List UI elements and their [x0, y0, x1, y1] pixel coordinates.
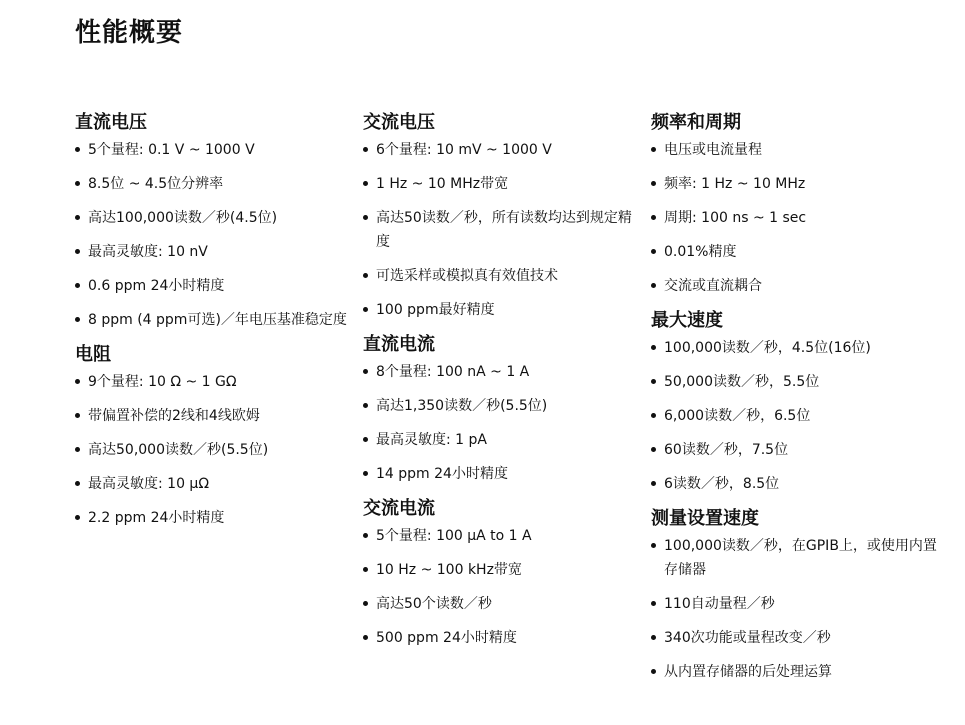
- spec-item: 8 ppm (4 ppm可选)／年电压基准稳定度: [75, 308, 350, 332]
- spec-section: [651, 110, 941, 298]
- spec-list: [651, 534, 941, 684]
- spec-item: 0.6 ppm 24小时精度: [75, 274, 350, 298]
- spec-item: 500 ppm 24小时精度: [363, 626, 638, 650]
- spec-item: 8.5位 ~ 4.5位分辨率: [75, 172, 350, 196]
- spec-item: 最高灵敏度: 1 pA: [363, 428, 638, 452]
- spec-section: [363, 332, 638, 486]
- spec-item: 6,000读数／秒，6.5位: [651, 404, 941, 428]
- spec-item: 8个量程: 100 nA ~ 1 A: [363, 360, 638, 384]
- spec-item: 60读数／秒，7.5位: [651, 438, 941, 462]
- spec-item: 100 ppm最好精度: [363, 298, 638, 322]
- spec-section: [651, 308, 941, 496]
- spec-item: 100,000读数／秒，4.5位(16位): [651, 336, 941, 360]
- spec-item: 高达1,350读数／秒(5.5位): [363, 394, 638, 418]
- spec-item: 最高灵敏度: 10 nV: [75, 240, 350, 264]
- spec-item: 110自动量程／秒: [651, 592, 941, 616]
- spec-item: 340次功能或量程改变／秒: [651, 626, 941, 650]
- spec-item: 高达50,000读数／秒(5.5位): [75, 438, 350, 462]
- column-3: [651, 110, 941, 694]
- section-heading: 交流电流: [363, 498, 435, 519]
- spec-item: 高达50个读数／秒: [363, 592, 638, 616]
- section-heading: 电阻: [75, 344, 111, 365]
- spec-item: 最高灵敏度: 10 µΩ: [75, 472, 350, 496]
- spec-item: 带偏置补偿的2线和4线欧姆: [75, 404, 350, 428]
- spec-section: [75, 342, 350, 530]
- column-1: [75, 110, 350, 540]
- spec-item: 频率: 1 Hz ~ 10 MHz: [651, 172, 941, 196]
- spec-section: [75, 110, 350, 332]
- page-title: 性能概要: [75, 18, 184, 48]
- section-heading: 频率和周期: [651, 112, 741, 133]
- column-2: [363, 110, 638, 660]
- spec-item: 6读数／秒，8.5位: [651, 472, 941, 496]
- spec-list: [651, 336, 941, 496]
- spec-item: 5个量程: 100 µA to 1 A: [363, 524, 638, 548]
- spec-item: 高达50读数／秒，所有读数均达到规定精度: [363, 206, 638, 254]
- spec-list: [651, 138, 941, 298]
- spec-section: [651, 506, 941, 684]
- section-heading: 测量设置速度: [651, 508, 759, 529]
- section-heading: 最大速度: [651, 310, 723, 331]
- spec-item: 50,000读数／秒，5.5位: [651, 370, 941, 394]
- section-heading: 直流电流: [363, 334, 435, 355]
- spec-item: 10 Hz ~ 100 kHz带宽: [363, 558, 638, 582]
- spec-item: 可选采样或模拟真有效值技术: [363, 264, 638, 288]
- spec-item: 100,000读数／秒，在GPIB上，或使用内置存储器: [651, 534, 941, 582]
- spec-item: 2.2 ppm 24小时精度: [75, 506, 350, 530]
- spec-list: [75, 370, 350, 530]
- spec-item: 周期: 100 ns ~ 1 sec: [651, 206, 941, 230]
- spec-item: 电压或电流量程: [651, 138, 941, 162]
- spec-item: 14 ppm 24小时精度: [363, 462, 638, 486]
- spec-list: [75, 138, 350, 332]
- spec-item: 高达100,000读数／秒(4.5位): [75, 206, 350, 230]
- spec-section: [363, 110, 638, 322]
- section-heading: 直流电压: [75, 112, 147, 133]
- spec-item: 交流或直流耦合: [651, 274, 941, 298]
- section-heading: 交流电压: [363, 112, 435, 133]
- spec-item: 从内置存储器的后处理运算: [651, 660, 941, 684]
- spec-item: 9个量程: 10 Ω ~ 1 GΩ: [75, 370, 350, 394]
- spec-list: [363, 524, 638, 650]
- spec-list: [363, 360, 638, 486]
- spec-section: [363, 496, 638, 650]
- spec-item: 5个量程: 0.1 V ~ 1000 V: [75, 138, 350, 162]
- spec-item: 0.01%精度: [651, 240, 941, 264]
- spec-item: 6个量程: 10 mV ~ 1000 V: [363, 138, 638, 162]
- spec-list: [363, 138, 638, 322]
- spec-item: 1 Hz ~ 10 MHz带宽: [363, 172, 638, 196]
